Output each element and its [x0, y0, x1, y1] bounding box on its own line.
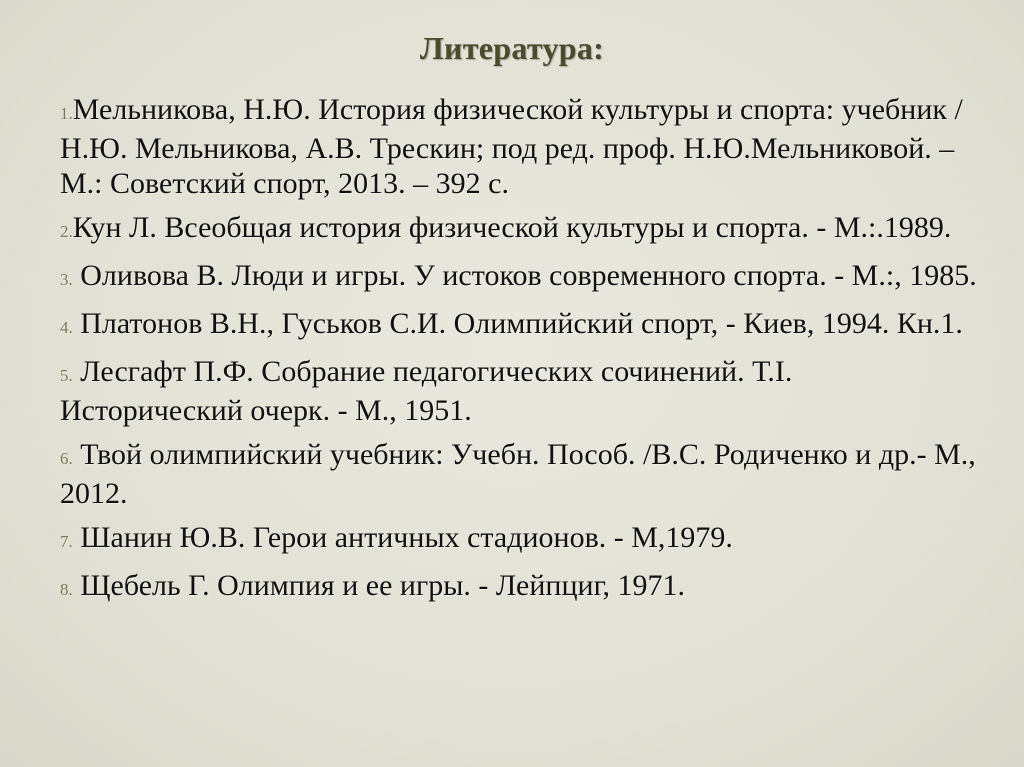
list-item-number: 7. — [60, 532, 73, 551]
list-item-text: Оливова В. Люди и игры. У истоков современного спорта. - М.:, 1985. — [72, 259, 977, 292]
list-item-number: 6. — [60, 449, 73, 468]
list-item-text: Щебель Г. Олимпия и ее игры. - Лейпциг, 1971. — [72, 569, 685, 602]
list-item-text: Платонов В.Н., Гуськов С.И. Олимпийский спорт, - Киев, 1994. Кн.1. — [72, 307, 963, 340]
list-item-number: 3. — [60, 270, 73, 289]
list-item — [60, 258, 980, 297]
list-item-number: 5. — [60, 366, 73, 385]
list-item — [60, 354, 980, 428]
list-item — [60, 92, 980, 201]
list-item — [60, 520, 980, 559]
list-item — [60, 568, 980, 607]
list-item — [60, 306, 980, 345]
list-item-number: 4. — [60, 318, 73, 337]
list-item-number: 1. — [60, 104, 73, 123]
bibliography-list — [60, 92, 980, 616]
list-item — [60, 437, 980, 511]
list-item-text: Шанин Ю.В. Герои античных стадионов. - М,1979. — [72, 521, 733, 554]
list-item-text: Кун Л. Всеобщая история физической культуры и спорта. - М.:.1989. — [72, 211, 952, 244]
list-item-number: 2. — [60, 222, 73, 241]
list-item — [60, 210, 980, 249]
list-item-text: Мельникова, Н.Ю. История физической культуры и спорта: учебник /Н.Ю. Мельникова, А.В. Трескин; под ред. проф. Н.Ю.Мельниковой. – М.: Советский спорт, 2013. – 392 с. — [60, 93, 963, 200]
list-item-text: Твой олимпийский учебник: Учебн. Пособ. /В.С. Родиченко и др.- М., 2012. — [60, 438, 976, 510]
list-item-text: Лесгафт П.Ф. Собрание педагогических сочинений. Т.I. Исторический очерк. - М., 1951. — [60, 355, 793, 427]
list-item-number: 8. — [60, 580, 73, 599]
slide-title: Литература: — [419, 30, 605, 66]
